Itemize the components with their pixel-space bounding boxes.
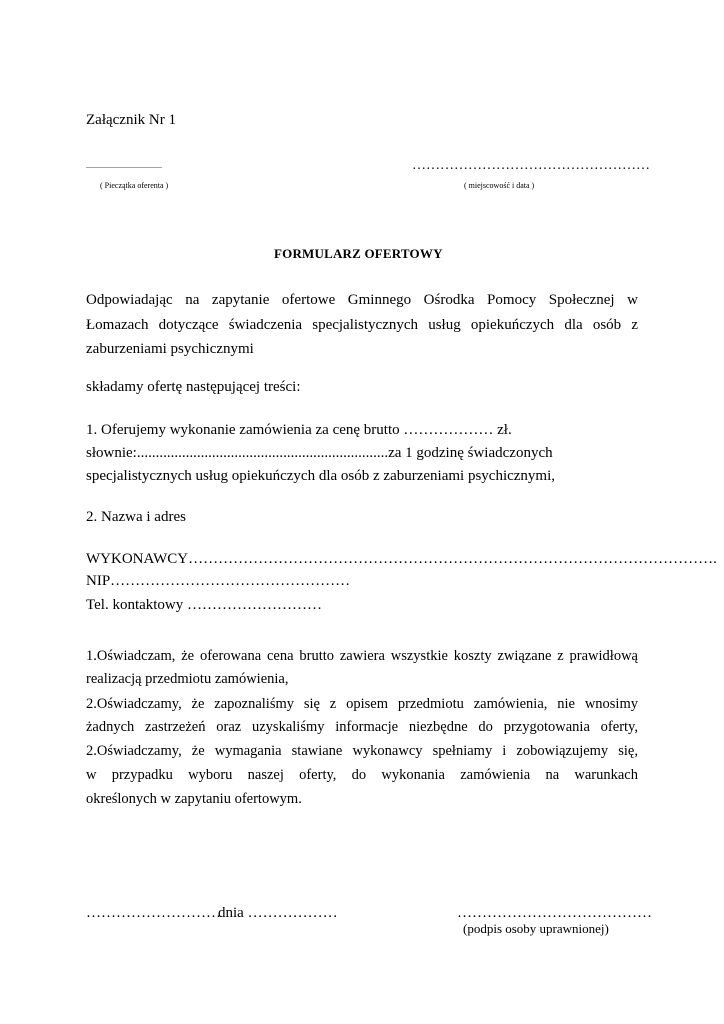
- item1-service: specjalistycznych usług opiekuńczych dla osób z zaburzeniami psychicznymi,: [86, 468, 556, 484]
- offer-intro: składamy ofertę następującej treści:: [86, 379, 301, 395]
- footer-day: dnia ………………: [218, 905, 338, 921]
- item1-price: 1. Oferujemy wykonanie zamówienia za cenę brutto ……………… zł.: [86, 422, 512, 438]
- declaration-1-line-2: realizacją przedmiotu zamówienia,: [86, 671, 289, 687]
- stamp-label: ( Pieczątka oferenta ): [100, 181, 169, 190]
- footer-place-dots: ………………………: [86, 905, 221, 921]
- place-date-dots: ……………………………………………: [412, 158, 650, 173]
- form-title: FORMULARZ OFERTOWY: [274, 246, 443, 261]
- attachment-label: Załącznik Nr 1: [86, 112, 176, 128]
- intro-line-3: zaburzeniami psychicznymi: [86, 341, 254, 357]
- item1-words: słownie:...................................................................za 1 godzinę świadczonych: [86, 445, 553, 461]
- signature-label: (podpis osoby uprawnionej): [463, 921, 609, 936]
- declaration-2-line-1: 2.Oświadczamy, że zapoznaliśmy się z opisem przedmiotu zamówienia, nie wnosimy: [86, 696, 638, 712]
- declaration-1-line-1: 1.Oświadczam, że oferowana cena brutto zawiera wszystkie koszty związane z prawidłową: [86, 648, 638, 664]
- declaration-3-line-1: 2.Oświadczamy, że wymagania stawiane wykonawcy spełniamy i zobowiązujemy się,: [86, 743, 638, 759]
- declaration-2-line-2: żadnych zastrzeżeń oraz uzyskaliśmy informacje niezbędne do przygotowania oferty,: [86, 719, 638, 735]
- stamp-dots: ......................................: [86, 161, 162, 170]
- contractor-name: WYKONAWCY…………………………………………………………………………………………….: [86, 551, 717, 567]
- declaration-3-line-2: w przypadku wyboru naszej oferty, do wykonania zamówienia na warunkach: [86, 767, 638, 783]
- signature-dots: …………………………………: [457, 905, 652, 921]
- intro-line-1: Odpowiadając na zapytanie ofertowe Gminnego Ośrodka Pomocy Społecznej w: [86, 292, 638, 308]
- place-date-label: ( miejscowość i data ): [464, 181, 535, 190]
- contractor-nip: NIP…………………………………………: [86, 573, 351, 589]
- declaration-3-line-3: określonych w zapytaniu ofertowym.: [86, 791, 302, 807]
- intro-line-2: Łomazach dotyczące świadczenia specjalistycznych usług opiekuńczych dla osób z: [86, 317, 638, 333]
- item2-heading: 2. Nazwa i adres: [86, 509, 186, 525]
- contractor-phone: Tel. kontaktowy ………………………: [86, 597, 323, 613]
